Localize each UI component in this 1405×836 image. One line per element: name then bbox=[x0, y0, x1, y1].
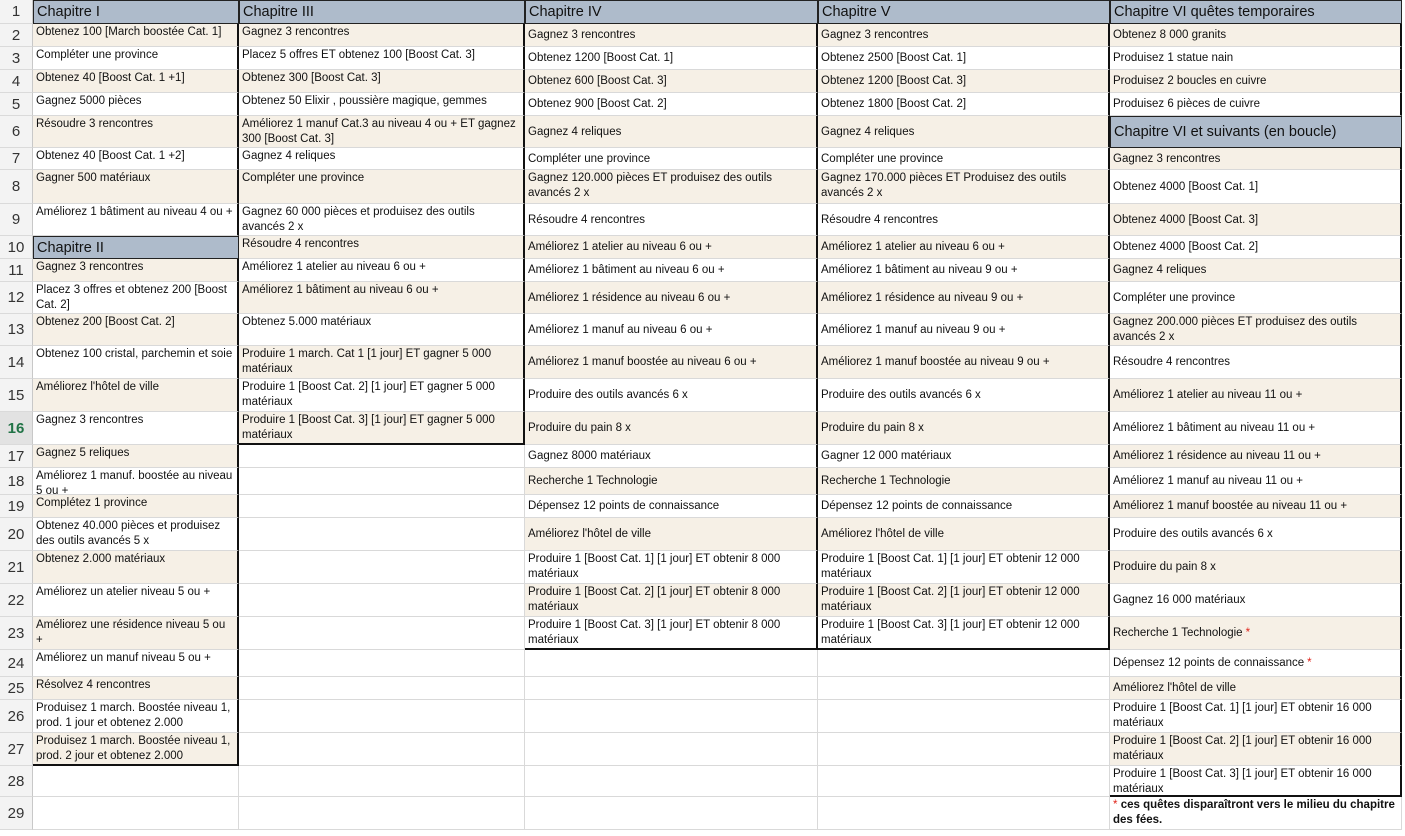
quest-cell[interactable]: Compléter une province bbox=[1110, 282, 1402, 314]
quest-cell[interactable]: Produire 1 [Boost Cat. 1] [1 jour] ET obtenir 16 000 matériaux bbox=[1110, 700, 1402, 733]
quest-cell[interactable]: Gagnez 170.000 pièces ET Produisez des outils avancés 2 x bbox=[818, 170, 1110, 204]
empty-cell[interactable] bbox=[33, 797, 239, 830]
quest-cell[interactable]: Améliorez 1 résidence au niveau 9 ou + bbox=[818, 282, 1110, 314]
quest-cell[interactable]: Gagner 500 matériaux bbox=[33, 170, 239, 204]
chapter-1-title[interactable]: Chapitre I bbox=[33, 0, 239, 24]
quest-cell[interactable]: Obtenez 100 [March boostée Cat. 1] bbox=[33, 24, 239, 47]
quest-cell[interactable]: Gagnez 3 rencontres bbox=[239, 24, 525, 47]
quest-cell[interactable]: Obtenez 200 [Boost Cat. 2] bbox=[33, 314, 239, 346]
quest-cell[interactable]: Améliorez 1 résidence au niveau 6 ou + bbox=[525, 282, 818, 314]
quest-cell[interactable]: Compléter une province bbox=[818, 148, 1110, 170]
empty-cell[interactable] bbox=[818, 797, 1110, 830]
row-header[interactable]: 4 bbox=[0, 70, 33, 93]
quest-cell[interactable]: Améliorez 1 bâtiment au niveau 11 ou + bbox=[1110, 412, 1402, 445]
quest-cell[interactable]: Améliorez l'hôtel de ville bbox=[33, 379, 239, 412]
row-header[interactable]: 2 bbox=[0, 24, 33, 47]
footnote-cell[interactable] bbox=[1110, 797, 1402, 830]
quest-cell[interactable]: Améliorez une résidence niveau 5 ou + bbox=[33, 617, 239, 650]
quest-cell[interactable]: Produisez 1 march. Boostée niveau 1, prod. 1 jour et obtenez 2.000 bbox=[33, 700, 239, 733]
quest-cell[interactable]: Produire 1 march. Cat 1 [1 jour] ET gagner 5 000 matériaux bbox=[239, 346, 525, 379]
quest-cell[interactable]: Gagnez 60 000 pièces et produisez des outils avancés 2 x bbox=[239, 204, 525, 236]
empty-cell[interactable] bbox=[239, 766, 525, 797]
quest-cell[interactable]: Obtenez 40.000 pièces et produisez des outils avancés 5 x bbox=[33, 518, 239, 551]
quest-cell[interactable]: Produire du pain 8 x bbox=[818, 412, 1110, 445]
row-header[interactable]: 3 bbox=[0, 47, 33, 70]
quest-cell[interactable]: Résoudre 4 rencontres bbox=[818, 204, 1110, 236]
empty-cell[interactable] bbox=[818, 700, 1110, 733]
row-header[interactable]: 15 bbox=[0, 379, 33, 412]
asterisk-marker: * bbox=[1307, 657, 1312, 669]
empty-cell[interactable] bbox=[239, 468, 525, 495]
empty-cell[interactable] bbox=[239, 617, 525, 650]
quest-cell[interactable]: Résoudre 4 rencontres bbox=[525, 204, 818, 236]
quest-cell[interactable]: Gagnez 8000 matériaux bbox=[525, 445, 818, 468]
empty-cell[interactable] bbox=[818, 766, 1110, 797]
quest-text: Recherche 1 Technologie bbox=[1113, 627, 1243, 639]
quest-cell[interactable]: Améliorez 1 atelier au niveau 6 ou + bbox=[818, 236, 1110, 259]
empty-cell[interactable] bbox=[239, 551, 525, 584]
row-header[interactable]: 1 bbox=[0, 0, 33, 24]
row-header-active[interactable]: 16 bbox=[0, 412, 33, 445]
quest-cell[interactable]: Obtenez 4000 [Boost Cat. 1] bbox=[1110, 170, 1402, 204]
quest-cell[interactable]: Résoudre 4 rencontres bbox=[239, 236, 525, 259]
row-header[interactable]: 14 bbox=[0, 346, 33, 379]
chapter-6-temp-title[interactable]: Chapitre VI quêtes temporaires bbox=[1110, 0, 1402, 24]
quest-cell[interactable]: Améliorez 1 manuf au niveau 6 ou + bbox=[525, 314, 818, 346]
row-header[interactable]: 6 bbox=[0, 116, 33, 148]
empty-cell[interactable] bbox=[239, 677, 525, 700]
quest-cell[interactable]: Produire 1 [Boost Cat. 3] [1 jour] ET obtenir 8 000 matériaux bbox=[525, 617, 818, 650]
quest-cell[interactable]: Résoudre 3 rencontres bbox=[33, 116, 239, 148]
chapter-5-title[interactable]: Chapitre V bbox=[818, 0, 1110, 24]
quest-cell[interactable]: Obtenez 8 000 granits bbox=[1110, 24, 1402, 47]
empty-cell[interactable] bbox=[33, 766, 239, 797]
empty-cell[interactable] bbox=[239, 700, 525, 733]
quest-cell[interactable]: Produisez 2 boucles en cuivre bbox=[1110, 70, 1402, 93]
quest-cell[interactable]: Produire 1 [Boost Cat. 1] [1 jour] ET obtenir 8 000 matériaux bbox=[525, 551, 818, 584]
row-header[interactable]: 11 bbox=[0, 259, 33, 282]
chapter-4-title[interactable]: Chapitre IV bbox=[525, 0, 818, 24]
quest-cell[interactable]: Produire 1 [Boost Cat. 3] [1 jour] ET obtenir 12 000 matériaux bbox=[818, 617, 1110, 650]
quest-cell[interactable]: Gagnez 120.000 pièces ET produisez des outils avancés 2 x bbox=[525, 170, 818, 204]
empty-cell[interactable] bbox=[239, 518, 525, 551]
quest-cell[interactable]: Produire 1 [Boost Cat. 2] [1 jour] ET obtenir 12 000 matériaux bbox=[818, 584, 1110, 617]
quest-cell[interactable]: Améliorez l'hôtel de ville bbox=[525, 518, 818, 551]
row-header[interactable]: 9 bbox=[0, 204, 33, 236]
row-header[interactable]: 7 bbox=[0, 148, 33, 170]
quest-cell[interactable]: Obtenez 1200 [Boost Cat. 3] bbox=[818, 70, 1110, 93]
quest-cell[interactable]: Améliorez 1 manuf Cat.3 au niveau 4 ou + ET gagnez 300 [Boost Cat. 3] bbox=[239, 116, 525, 148]
quest-cell[interactable]: Obtenez 50 Elixir , poussière magique, gemmes bbox=[239, 93, 525, 116]
empty-cell[interactable] bbox=[239, 733, 525, 766]
quest-cell[interactable]: Améliorez 1 manuf. boostée au niveau 5 ou + bbox=[33, 468, 239, 495]
quest-cell[interactable]: Produire des outils avancés 6 x bbox=[525, 379, 818, 412]
row-header[interactable]: 5 bbox=[0, 93, 33, 116]
empty-cell[interactable] bbox=[239, 445, 525, 468]
chapter-2-title[interactable]: Chapitre II bbox=[33, 236, 239, 259]
quest-cell[interactable]: Produire 1 [Boost Cat. 2] [1 jour] ET obtenir 8 000 matériaux bbox=[525, 584, 818, 617]
quest-cell[interactable]: Produire 1 [Boost Cat. 2] [1 jour] ET obtenir 16 000 matériaux bbox=[1110, 733, 1402, 766]
quest-cell[interactable]: Améliorez 1 résidence au niveau 11 ou + bbox=[1110, 445, 1402, 468]
row-header[interactable]: 27 bbox=[0, 733, 33, 766]
row-header[interactable]: 12 bbox=[0, 282, 33, 314]
row-header[interactable]: 26 bbox=[0, 700, 33, 733]
quest-cell[interactable]: Placez 5 offres ET obtenez 100 [Boost Cat. 3] bbox=[239, 47, 525, 70]
quest-cell[interactable]: Dépensez 12 points de connaissance bbox=[525, 495, 818, 518]
quest-cell[interactable]: Améliorez 1 manuf boostée au niveau 6 ou + bbox=[525, 346, 818, 379]
row-header[interactable]: 24 bbox=[0, 650, 33, 677]
row-header[interactable]: 22 bbox=[0, 584, 33, 617]
quest-cell[interactable]: Compléter une province bbox=[33, 47, 239, 70]
row-header[interactable]: 21 bbox=[0, 551, 33, 584]
quest-cell[interactable]: Gagnez 3 rencontres bbox=[818, 24, 1110, 47]
quest-cell[interactable]: Produire 1 [Boost Cat. 1] [1 jour] ET obtenir 12 000 matériaux bbox=[818, 551, 1110, 584]
quest-cell[interactable]: Améliorez 1 atelier au niveau 6 ou + bbox=[525, 236, 818, 259]
quest-cell[interactable]: Obtenez 40 [Boost Cat. 1 +1] bbox=[33, 70, 239, 93]
quest-cell[interactable]: Obtenez 1200 [Boost Cat. 1] bbox=[525, 47, 818, 70]
chapter-3-title[interactable]: Chapitre III bbox=[239, 0, 525, 24]
quest-cell[interactable]: Gagnez 4 reliques bbox=[239, 148, 525, 170]
quest-cell[interactable] bbox=[1110, 650, 1402, 677]
quest-cell[interactable]: Obtenez 40 [Boost Cat. 1 +2] bbox=[33, 148, 239, 170]
quest-cell[interactable]: Améliorez 1 atelier au niveau 6 ou + bbox=[239, 259, 525, 282]
quest-cell[interactable]: Obtenez 1800 [Boost Cat. 2] bbox=[818, 93, 1110, 116]
quest-cell[interactable]: Gagner 12 000 matériaux bbox=[818, 445, 1110, 468]
quest-cell[interactable]: Placez 3 offres et obtenez 200 [Boost Cat. 2] bbox=[33, 282, 239, 314]
row-header[interactable]: 19 bbox=[0, 495, 33, 518]
footnote-asterisk: * bbox=[1113, 799, 1118, 811]
quest-cell[interactable]: Compléter une province bbox=[239, 170, 525, 204]
quest-cell[interactable]: Obtenez 300 [Boost Cat. 3] bbox=[239, 70, 525, 93]
quest-cell[interactable]: Compléter une province bbox=[525, 148, 818, 170]
row-header[interactable]: 29 bbox=[0, 797, 33, 830]
quest-cell[interactable]: Améliorez 1 manuf au niveau 9 ou + bbox=[818, 314, 1110, 346]
quest-cell[interactable]: Améliorez 1 manuf au niveau 11 ou + bbox=[1110, 468, 1402, 495]
empty-cell[interactable] bbox=[818, 733, 1110, 766]
quest-cell[interactable]: Obtenez 100 cristal, parchemin et soie bbox=[33, 346, 239, 379]
quest-cell[interactable] bbox=[1110, 617, 1402, 650]
quest-cell[interactable]: Améliorez l'hôtel de ville bbox=[1110, 677, 1402, 700]
empty-cell[interactable] bbox=[818, 677, 1110, 700]
quest-cell[interactable]: Améliorez 1 manuf boostée au niveau 11 ou + bbox=[1110, 495, 1402, 518]
empty-cell[interactable] bbox=[525, 766, 818, 797]
quest-cell[interactable]: Produisez 6 pièces de cuivre bbox=[1110, 93, 1402, 116]
quest-cell[interactable]: Améliorez 1 manuf boostée au niveau 9 ou + bbox=[818, 346, 1110, 379]
quest-text: Dépensez 12 points de connaissance bbox=[1113, 657, 1305, 669]
row-header[interactable]: 20 bbox=[0, 518, 33, 551]
quest-cell[interactable]: Améliorez l'hôtel de ville bbox=[818, 518, 1110, 551]
asterisk-marker: * bbox=[1245, 627, 1251, 639]
empty-cell[interactable] bbox=[239, 495, 525, 518]
empty-cell[interactable] bbox=[525, 733, 818, 766]
quest-cell[interactable]: Résolvez 4 rencontres bbox=[33, 677, 239, 700]
quest-cell[interactable]: Gagnez 3 rencontres bbox=[33, 259, 239, 282]
quest-cell[interactable]: Gagnez 5 reliques bbox=[33, 445, 239, 468]
quest-cell[interactable]: Améliorez 1 atelier au niveau 11 ou + bbox=[1110, 379, 1402, 412]
row-header[interactable]: 18 bbox=[0, 468, 33, 495]
quest-cell[interactable]: Complétez 1 province bbox=[33, 495, 239, 518]
row-header[interactable]: 23 bbox=[0, 617, 33, 650]
quest-cell[interactable]: Résoudre 4 rencontres bbox=[1110, 346, 1402, 379]
quest-cell[interactable]: Améliorez 1 bâtiment au niveau 4 ou + bbox=[33, 204, 239, 236]
quest-cell[interactable]: Gagnez 4 reliques bbox=[525, 116, 818, 148]
quest-cell[interactable]: Améliorez 1 bâtiment au niveau 9 ou + bbox=[818, 259, 1110, 282]
quest-cell[interactable]: Obtenez 2.000 matériaux bbox=[33, 551, 239, 584]
quest-cell[interactable]: Produire des outils avancés 6 x bbox=[818, 379, 1110, 412]
quest-cell[interactable]: Obtenez 600 [Boost Cat. 3] bbox=[525, 70, 818, 93]
quest-cell[interactable]: Produire du pain 8 x bbox=[525, 412, 818, 445]
row-header[interactable]: 8 bbox=[0, 170, 33, 204]
chapter-6-loop-title[interactable]: Chapitre VI et suivants (en boucle) bbox=[1110, 116, 1402, 148]
row-header[interactable]: 13 bbox=[0, 314, 33, 346]
quest-cell[interactable]: Obtenez 2500 [Boost Cat. 1] bbox=[818, 47, 1110, 70]
quest-cell[interactable]: Gagnez 3 rencontres bbox=[1110, 148, 1402, 170]
empty-cell[interactable] bbox=[525, 700, 818, 733]
quest-cell[interactable]: Produire des outils avancés 6 x bbox=[1110, 518, 1402, 551]
quest-cell[interactable]: Gagnez 4 reliques bbox=[818, 116, 1110, 148]
quest-cell[interactable]: Obtenez 4000 [Boost Cat. 2] bbox=[1110, 236, 1402, 259]
quest-cell[interactable]: Gagnez 200.000 pièces ET produisez des outils avancés 2 x bbox=[1110, 314, 1402, 346]
quest-cell[interactable]: Obtenez 5.000 matériaux bbox=[239, 314, 525, 346]
empty-cell[interactable] bbox=[525, 677, 818, 700]
row-header[interactable]: 10 bbox=[0, 236, 33, 259]
quest-cell[interactable]: Produisez 1 march. Boostée niveau 1, prod. 2 jour et obtenez 2.000 bbox=[33, 733, 239, 766]
quest-cell[interactable]: Dépensez 12 points de connaissance bbox=[818, 495, 1110, 518]
quest-cell[interactable]: Gagnez 3 rencontres bbox=[525, 24, 818, 47]
row-header[interactable]: 28 bbox=[0, 766, 33, 797]
quest-cell[interactable]: Améliorez un atelier niveau 5 ou + bbox=[33, 584, 239, 617]
quest-cell[interactable]: Produire 1 [Boost Cat. 3] [1 jour] ET obtenir 16 000 matériaux bbox=[1110, 766, 1402, 797]
quest-cell[interactable]: Gagnez 16 000 matériaux bbox=[1110, 584, 1402, 617]
quest-cell[interactable]: Produisez 1 statue nain bbox=[1110, 47, 1402, 70]
empty-cell[interactable] bbox=[239, 797, 525, 830]
quest-cell[interactable]: Améliorez un manuf niveau 5 ou + bbox=[33, 650, 239, 677]
quest-cell[interactable]: Gagnez 4 reliques bbox=[1110, 259, 1402, 282]
empty-cell[interactable] bbox=[239, 584, 525, 617]
quest-cell[interactable]: Produire du pain 8 x bbox=[1110, 551, 1402, 584]
quest-cell[interactable]: Gagnez 3 rencontres bbox=[33, 412, 239, 445]
quest-cell[interactable]: Obtenez 900 [Boost Cat. 2] bbox=[525, 93, 818, 116]
quest-cell[interactable]: Produire 1 [Boost Cat. 2] [1 jour] ET gagner 5 000 matériaux bbox=[239, 379, 525, 412]
quest-cell[interactable]: Améliorez 1 bâtiment au niveau 6 ou + bbox=[239, 282, 525, 314]
quest-cell[interactable]: Améliorez 1 bâtiment au niveau 6 ou + bbox=[525, 259, 818, 282]
empty-cell[interactable] bbox=[525, 650, 818, 677]
row-header[interactable]: 17 bbox=[0, 445, 33, 468]
footnote-text: ces quêtes disparaîtront vers le milieu du chapitre des fées. bbox=[1113, 799, 1395, 826]
quest-cell[interactable]: Gagnez 5000 pièces bbox=[33, 93, 239, 116]
empty-cell[interactable] bbox=[239, 650, 525, 677]
quest-cell[interactable]: Produire 1 [Boost Cat. 3] [1 jour] ET gagner 5 000 matériaux bbox=[239, 412, 525, 445]
quest-cell[interactable]: Recherche 1 Technologie bbox=[818, 468, 1110, 495]
empty-cell[interactable] bbox=[525, 797, 818, 830]
quest-cell[interactable]: Obtenez 4000 [Boost Cat. 3] bbox=[1110, 204, 1402, 236]
row-header[interactable]: 25 bbox=[0, 677, 33, 700]
empty-cell[interactable] bbox=[818, 650, 1110, 677]
quest-cell[interactable]: Recherche 1 Technologie bbox=[525, 468, 818, 495]
